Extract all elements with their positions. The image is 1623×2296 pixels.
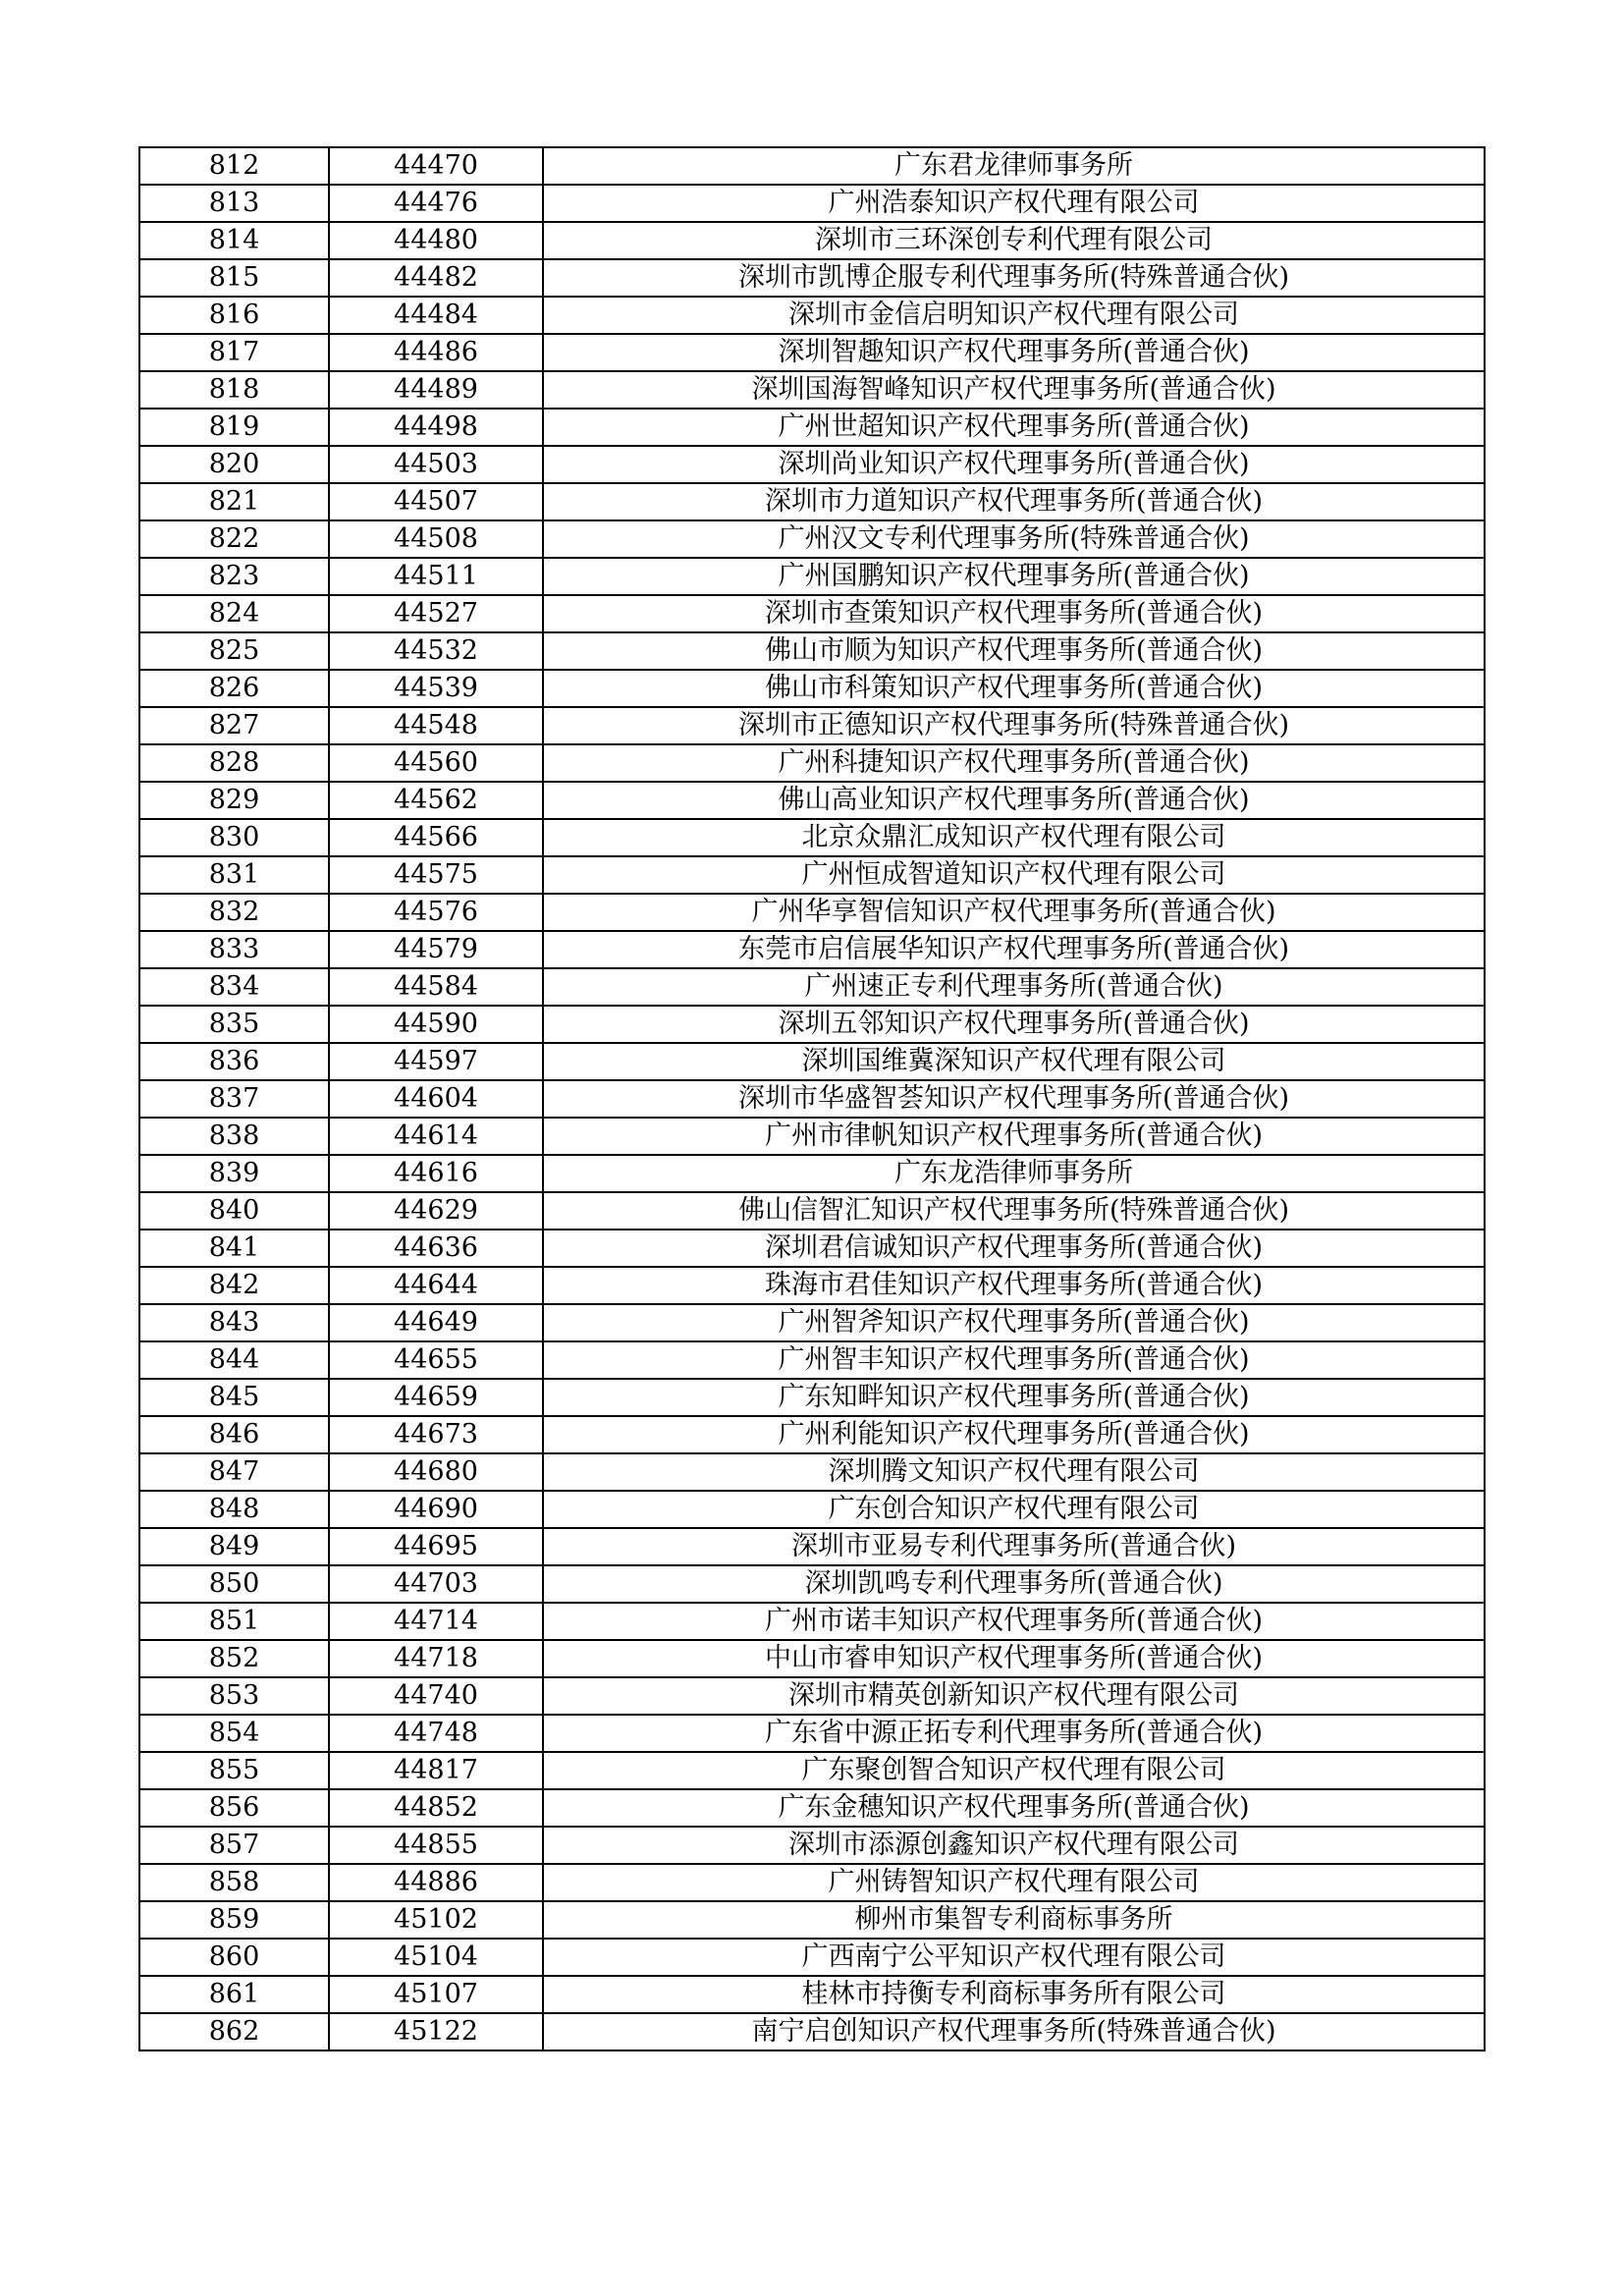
agency-code-cell: 44695 [329,1528,543,1565]
agency-name-cell: 广东金穗知识产权代理事务所(普通合伙) [543,1789,1485,1827]
table-row [139,1379,1485,1416]
agency-name-cell: 深圳市三环深创专利代理有限公司 [543,222,1485,259]
serial-number-cell: 837 [139,1080,329,1118]
table-row [139,1640,1485,1677]
agency-code-cell: 44566 [329,819,543,856]
serial-number-cell: 856 [139,1789,329,1827]
agency-name-cell: 桂林市持衡专利商标事务所有限公司 [543,1976,1485,2013]
table-row [139,1901,1485,1939]
serial-number-cell: 854 [139,1715,329,1752]
agency-name-cell: 广州恒成智道知识产权代理有限公司 [543,856,1485,894]
agency-code-cell: 44576 [329,894,543,931]
agency-code-cell: 44476 [329,185,543,222]
serial-number-cell: 860 [139,1939,329,1976]
serial-number-cell: 812 [139,147,329,185]
agency-code-cell: 44590 [329,1006,543,1043]
table-row [139,856,1485,894]
agency-name-cell: 佛山市顺为知识产权代理事务所(普通合伙) [543,632,1485,670]
agency-name-cell: 广东聚创智合知识产权代理有限公司 [543,1752,1485,1789]
agency-code-cell: 44616 [329,1155,543,1192]
agency-code-cell: 44579 [329,931,543,968]
agency-name-cell: 深圳市正德知识产权代理事务所(特殊普通合伙) [543,707,1485,744]
agency-name-cell: 广州利能知识产权代理事务所(普通合伙) [543,1416,1485,1453]
serial-number-cell: 843 [139,1304,329,1341]
table-row [139,520,1485,558]
agency-code-cell: 44629 [329,1192,543,1230]
agency-code-cell: 44636 [329,1230,543,1267]
agency-name-cell: 珠海市君佳知识产权代理事务所(普通合伙) [543,1267,1485,1304]
serial-number-cell: 831 [139,856,329,894]
agency-code-cell: 44575 [329,856,543,894]
table-row [139,632,1485,670]
serial-number-cell: 842 [139,1267,329,1304]
serial-number-cell: 838 [139,1118,329,1155]
agency-name-cell: 广西南宁公平知识产权代理有限公司 [543,1939,1485,1976]
agency-name-cell: 北京众鼎汇成知识产权代理有限公司 [543,819,1485,856]
serial-number-cell: 839 [139,1155,329,1192]
serial-number-cell: 852 [139,1640,329,1677]
table-row [139,147,1485,185]
serial-number-cell: 830 [139,819,329,856]
agency-name-cell: 广州浩泰知识产权代理有限公司 [543,185,1485,222]
agency-code-cell: 44503 [329,446,543,483]
agency-code-cell: 44562 [329,782,543,819]
serial-number-cell: 825 [139,632,329,670]
agency-code-cell: 44507 [329,483,543,520]
table-row [139,1043,1485,1080]
serial-number-cell: 853 [139,1677,329,1715]
table-row [139,1603,1485,1640]
agency-code-cell: 44718 [329,1640,543,1677]
agency-name-cell: 深圳国维冀深知识产权代理有限公司 [543,1043,1485,1080]
agency-name-cell: 广州汉文专利代理事务所(特殊普通合伙) [543,520,1485,558]
table-row [139,1565,1485,1603]
serial-number-cell: 855 [139,1752,329,1789]
agency-code-cell: 44597 [329,1043,543,1080]
agency-name-cell: 佛山市科策知识产权代理事务所(普通合伙) [543,670,1485,707]
agency-name-cell: 深圳市添源创鑫知识产权代理有限公司 [543,1827,1485,1864]
table-row [139,483,1485,520]
agency-code-cell: 44527 [329,595,543,632]
table-row [139,185,1485,222]
agency-name-cell: 佛山高业知识产权代理事务所(普通合伙) [543,782,1485,819]
table-row [139,2013,1485,2050]
agency-code-cell: 45104 [329,1939,543,1976]
agency-name-cell: 广州铸智知识产权代理有限公司 [543,1864,1485,1901]
agency-code-cell: 44480 [329,222,543,259]
serial-number-cell: 851 [139,1603,329,1640]
table-row [139,595,1485,632]
agency-name-cell: 深圳君信诚知识产权代理事务所(普通合伙) [543,1230,1485,1267]
agency-code-cell: 45102 [329,1901,543,1939]
agency-code-cell: 44532 [329,632,543,670]
agency-name-cell: 广东创合知识产权代理有限公司 [543,1491,1485,1528]
agency-code-cell: 44673 [329,1416,543,1453]
table-row [139,1080,1485,1118]
agency-table [138,146,1486,2051]
table-row [139,1976,1485,2013]
agency-name-cell: 深圳市亚易专利代理事务所(普通合伙) [543,1528,1485,1565]
serial-number-cell: 815 [139,259,329,297]
table-row [139,409,1485,446]
table-row [139,707,1485,744]
serial-number-cell: 841 [139,1230,329,1267]
table-row [139,1827,1485,1864]
table-row [139,446,1485,483]
agency-name-cell: 深圳国海智峰知识产权代理事务所(普通合伙) [543,371,1485,409]
agency-code-cell: 44560 [329,744,543,782]
serial-number-cell: 861 [139,1976,329,2013]
serial-number-cell: 819 [139,409,329,446]
agency-name-cell: 佛山信智汇知识产权代理事务所(特殊普通合伙) [543,1192,1485,1230]
table-row [139,1304,1485,1341]
serial-number-cell: 832 [139,894,329,931]
table-row [139,894,1485,931]
table-row [139,968,1485,1006]
table-row [139,1155,1485,1192]
agency-code-cell: 44489 [329,371,543,409]
table-row [139,371,1485,409]
serial-number-cell: 829 [139,782,329,819]
serial-number-cell: 817 [139,334,329,371]
serial-number-cell: 822 [139,520,329,558]
agency-name-cell: 广州科捷知识产权代理事务所(普通合伙) [543,744,1485,782]
table-row [139,1118,1485,1155]
table-row [139,1267,1485,1304]
table-body [139,147,1485,2050]
serial-number-cell: 826 [139,670,329,707]
agency-name-cell: 广东君龙律师事务所 [543,147,1485,185]
table-row [139,297,1485,334]
table-row [139,819,1485,856]
table-row [139,558,1485,595]
serial-number-cell: 836 [139,1043,329,1080]
agency-name-cell: 广东龙浩律师事务所 [543,1155,1485,1192]
table-row [139,1715,1485,1752]
table-row [139,1192,1485,1230]
agency-code-cell: 45107 [329,1976,543,2013]
table-row [139,1528,1485,1565]
agency-code-cell: 44703 [329,1565,543,1603]
serial-number-cell: 824 [139,595,329,632]
serial-number-cell: 814 [139,222,329,259]
serial-number-cell: 821 [139,483,329,520]
agency-name-cell: 深圳凯鸣专利代理事务所(普通合伙) [543,1565,1485,1603]
agency-name-cell: 深圳五邻知识产权代理事务所(普通合伙) [543,1006,1485,1043]
agency-name-cell: 深圳市查策知识产权代理事务所(普通合伙) [543,595,1485,632]
agency-name-cell: 深圳市精英创新知识产权代理有限公司 [543,1677,1485,1715]
agency-code-cell: 44644 [329,1267,543,1304]
agency-code-cell: 45122 [329,2013,543,2050]
agency-code-cell: 44470 [329,147,543,185]
table-row [139,334,1485,371]
serial-number-cell: 823 [139,558,329,595]
agency-code-cell: 44655 [329,1341,543,1379]
agency-code-cell: 44604 [329,1080,543,1118]
table-row [139,670,1485,707]
agency-name-cell: 广州智丰知识产权代理事务所(普通合伙) [543,1341,1485,1379]
agency-name-cell: 广东省中源正拓专利代理事务所(普通合伙) [543,1715,1485,1752]
table-row [139,1677,1485,1715]
agency-name-cell: 深圳腾文知识产权代理有限公司 [543,1453,1485,1491]
agency-name-cell: 广州智斧知识产权代理事务所(普通合伙) [543,1304,1485,1341]
agency-name-cell: 东莞市启信展华知识产权代理事务所(普通合伙) [543,931,1485,968]
agency-code-cell: 44482 [329,259,543,297]
serial-number-cell: 827 [139,707,329,744]
table-row [139,1491,1485,1528]
agency-code-cell: 44886 [329,1864,543,1901]
table-row [139,1006,1485,1043]
agency-code-cell: 44680 [329,1453,543,1491]
agency-code-cell: 44659 [329,1379,543,1416]
serial-number-cell: 835 [139,1006,329,1043]
table-row [139,259,1485,297]
serial-number-cell: 849 [139,1528,329,1565]
agency-name-cell: 广州市诺丰知识产权代理事务所(普通合伙) [543,1603,1485,1640]
serial-number-cell: 813 [139,185,329,222]
agency-code-cell: 44511 [329,558,543,595]
serial-number-cell: 857 [139,1827,329,1864]
serial-number-cell: 833 [139,931,329,968]
serial-number-cell: 862 [139,2013,329,2050]
agency-name-cell: 广州速正专利代理事务所(普通合伙) [543,968,1485,1006]
table-row [139,1939,1485,1976]
serial-number-cell: 847 [139,1453,329,1491]
agency-name-cell: 深圳尚业知识产权代理事务所(普通合伙) [543,446,1485,483]
table-row [139,931,1485,968]
agency-code-cell: 44852 [329,1789,543,1827]
agency-code-cell: 44486 [329,334,543,371]
serial-number-cell: 818 [139,371,329,409]
agency-name-cell: 深圳市凯博企服专利代理事务所(特殊普通合伙) [543,259,1485,297]
agency-code-cell: 44584 [329,968,543,1006]
agency-code-cell: 44714 [329,1603,543,1640]
agency-code-cell: 44508 [329,520,543,558]
agency-code-cell: 44748 [329,1715,543,1752]
agency-name-cell: 深圳市力道知识产权代理事务所(普通合伙) [543,483,1485,520]
serial-number-cell: 846 [139,1416,329,1453]
table-row [139,1416,1485,1453]
table-row [139,744,1485,782]
serial-number-cell: 845 [139,1379,329,1416]
agency-name-cell: 广州华享智信知识产权代理事务所(普通合伙) [543,894,1485,931]
agency-name-cell: 广州世超知识产权代理事务所(普通合伙) [543,409,1485,446]
table-row [139,1789,1485,1827]
serial-number-cell: 848 [139,1491,329,1528]
agency-code-cell: 44817 [329,1752,543,1789]
table-row [139,1453,1485,1491]
document-page [138,146,1484,2051]
serial-number-cell: 828 [139,744,329,782]
agency-name-cell: 深圳市金信启明知识产权代理有限公司 [543,297,1485,334]
agency-name-cell: 中山市睿申知识产权代理事务所(普通合伙) [543,1640,1485,1677]
agency-code-cell: 44614 [329,1118,543,1155]
agency-code-cell: 44498 [329,409,543,446]
agency-code-cell: 44484 [329,297,543,334]
agency-code-cell: 44855 [329,1827,543,1864]
agency-code-cell: 44539 [329,670,543,707]
table-row [139,1752,1485,1789]
table-row [139,222,1485,259]
table-row [139,1341,1485,1379]
serial-number-cell: 858 [139,1864,329,1901]
table-row [139,1864,1485,1901]
agency-name-cell: 广东知畔知识产权代理事务所(普通合伙) [543,1379,1485,1416]
agency-code-cell: 44740 [329,1677,543,1715]
agency-code-cell: 44548 [329,707,543,744]
serial-number-cell: 840 [139,1192,329,1230]
serial-number-cell: 859 [139,1901,329,1939]
serial-number-cell: 820 [139,446,329,483]
table-row [139,782,1485,819]
serial-number-cell: 816 [139,297,329,334]
serial-number-cell: 850 [139,1565,329,1603]
serial-number-cell: 834 [139,968,329,1006]
agency-name-cell: 广州国鹏知识产权代理事务所(普通合伙) [543,558,1485,595]
serial-number-cell: 844 [139,1341,329,1379]
agency-name-cell: 南宁启创知识产权代理事务所(特殊普通合伙) [543,2013,1485,2050]
agency-name-cell: 柳州市集智专利商标事务所 [543,1901,1485,1939]
table-row [139,1230,1485,1267]
agency-name-cell: 广州市律帆知识产权代理事务所(普通合伙) [543,1118,1485,1155]
agency-code-cell: 44649 [329,1304,543,1341]
agency-code-cell: 44690 [329,1491,543,1528]
agency-name-cell: 深圳智趣知识产权代理事务所(普通合伙) [543,334,1485,371]
agency-name-cell: 深圳市华盛智荟知识产权代理事务所(普通合伙) [543,1080,1485,1118]
